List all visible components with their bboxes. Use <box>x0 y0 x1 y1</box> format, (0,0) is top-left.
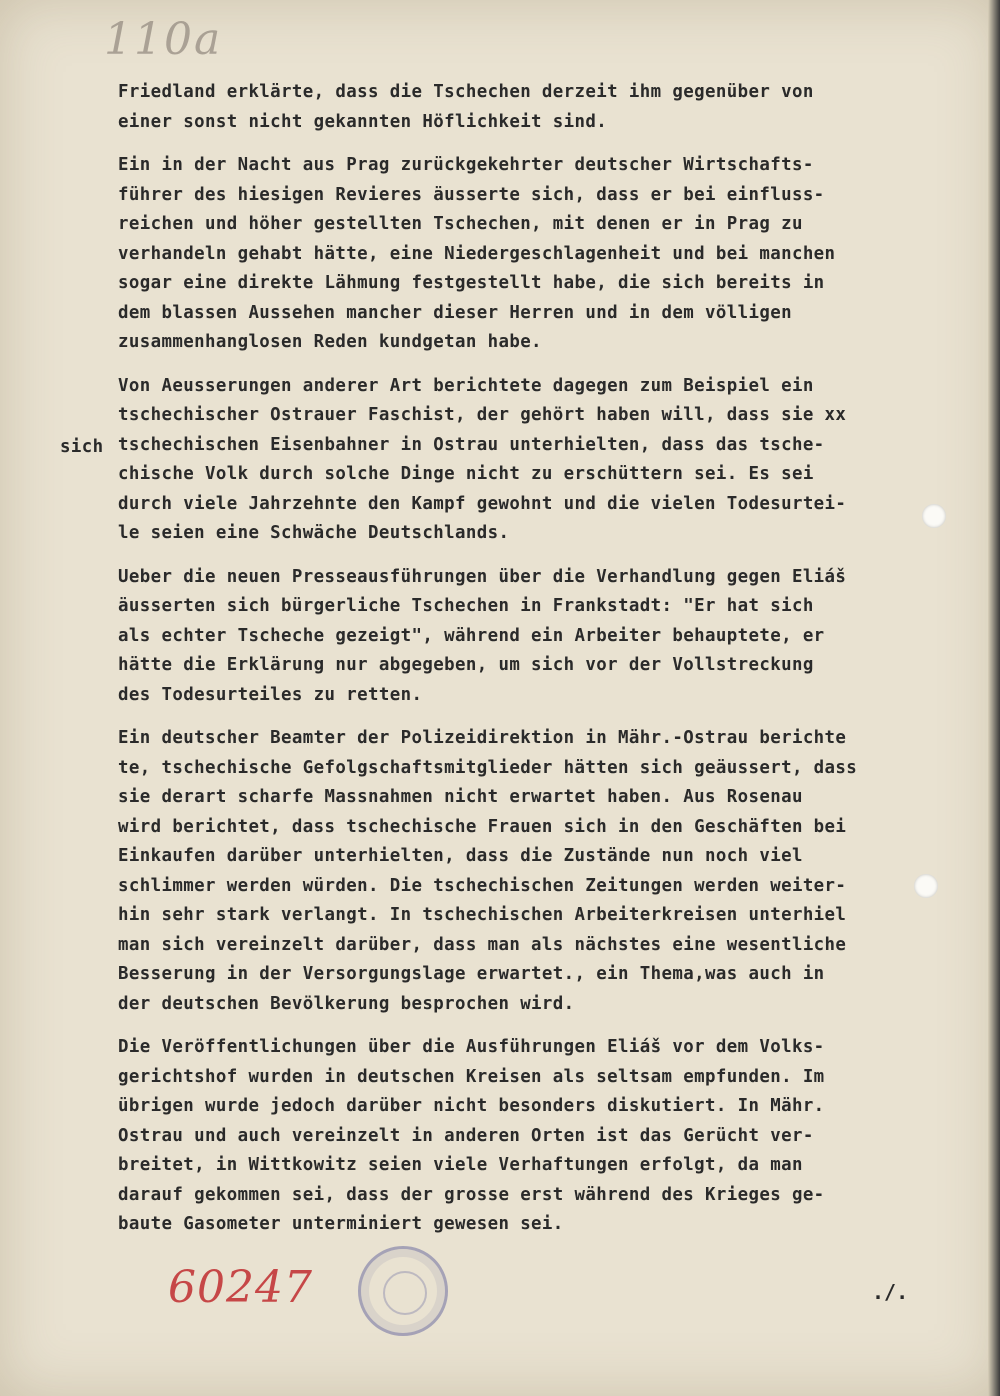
archive-number-annotation: 60247 <box>168 1262 313 1313</box>
text-line: dem blassen Aussehen mancher dieser Herren und in dem völligen <box>118 302 792 323</box>
text-line: Ein deutscher Beamter der Polizeidirektion in Mähr.-Ostrau berichte <box>118 728 847 748</box>
text-line: äusserten sich bürgerliche Tschechen in Frankstadt: "Er hat sich <box>118 596 814 616</box>
text-line: tschechischer Ostrauer Faschist, der gehört haben will, dass sie xx <box>118 405 847 425</box>
page-continuation-mark: ./. <box>872 1280 909 1304</box>
text-line: gerichtshof wurden in deutschen Kreisen als seltsam empfunden. Im <box>118 1066 825 1087</box>
text-line: führer des hiesigen Revieres äusserte sich, dass er bei einfluss- <box>118 184 825 205</box>
typed-body-text <box>118 78 958 1254</box>
text-line: Ostrau und auch vereinzelt in anderen Orten ist das Gerücht ver- <box>118 1125 814 1146</box>
text-line: te, tschechische Gefolgschaftsmitglieder hätten sich geäussert, dass <box>118 757 858 778</box>
archive-stamp-inner-ring <box>383 1271 427 1315</box>
text-line: tschechischen Eisenbahner in Ostrau unterhielten, dass das tsche- <box>118 434 825 455</box>
text-line: hätte die Erklärung nur abgegeben, um sich vor der Vollstreckung <box>118 655 814 675</box>
text-line: le seien eine Schwäche Deutschlands. <box>118 523 510 543</box>
text-line: der deutschen Bevölkerung besprochen wird. <box>118 993 575 1014</box>
text-line: Friedland erklärte, dass die Tschechen derzeit ihm gegenüber von <box>118 82 814 102</box>
text-line: breitet, in Wittkowitz seien viele Verhaftungen erfolgt, da man <box>118 1155 803 1175</box>
text-line: reichen und höher gestellten Tschechen, mit denen er in Prag zu <box>118 214 803 234</box>
text-line: Ueber die neuen Presseausführungen über die Verhandlung gegen Eliáš <box>118 566 847 587</box>
text-line: chische Volk durch solche Dinge nicht zu erschüttern sei. Es sei <box>118 464 814 484</box>
paragraph <box>118 563 958 711</box>
text-line: Ein in der Nacht aus Prag zurückgekehrter deutscher Wirtschafts- <box>118 155 814 175</box>
paragraph <box>118 1033 958 1240</box>
text-line: schlimmer werden würden. Die tschechischen Zeitungen werden weiter- <box>118 875 847 896</box>
text-line: darauf gekommen sei, dass der grosse erst während des Krieges ge- <box>118 1184 825 1205</box>
text-line: übrigen wurde jedoch darüber nicht besonders diskutiert. In Mähr. <box>118 1096 825 1116</box>
margin-insert-annotation: sich <box>60 437 104 457</box>
text-line: verhandeln gehabt hätte, eine Niedergeschlagenheit und bei manchen <box>118 243 836 264</box>
paragraph <box>118 78 958 137</box>
archive-stamp <box>358 1246 448 1336</box>
text-line: baute Gasometer unterminiert gewesen sei. <box>118 1214 564 1234</box>
paragraph <box>118 372 958 549</box>
text-line: Von Aeusserungen anderer Art berichtete dagegen zum Beispiel ein <box>118 375 814 396</box>
text-line: als echter Tscheche gezeigt", während ein Arbeiter behauptete, er <box>118 625 825 646</box>
page-edge <box>988 0 1000 1396</box>
text-line: man sich vereinzelt darüber, dass man als nächstes eine wesentliche <box>118 934 847 955</box>
text-line: des Todesurteiles zu retten. <box>118 684 423 705</box>
text-line: durch viele Jahrzehnte den Kampf gewohnt und die vielen Todesurtei- <box>118 493 847 514</box>
text-line: wird berichtet, dass tschechische Frauen sich in den Geschäften bei <box>118 816 847 837</box>
paragraph <box>118 724 958 1019</box>
text-line: Einkaufen darüber unterhielten, dass die Zustände nun noch viel <box>118 846 803 866</box>
paragraph <box>118 151 958 358</box>
text-line: Die Veröffentlichungen über die Ausführungen Eliáš vor dem Volks- <box>118 1037 825 1057</box>
text-line: Besserung in der Versorgungslage erwartet., ein Thema,was auch in <box>118 964 825 984</box>
text-line: sie derart scharfe Massnahmen nicht erwartet haben. Aus Rosenau <box>118 787 803 807</box>
folio-number-annotation: 110a <box>104 14 223 65</box>
text-line: einer sonst nicht gekannten Höflichkeit sind. <box>118 111 608 132</box>
text-line: zusammenhanglosen Reden kundgetan habe. <box>118 332 542 352</box>
text-line: sogar eine direkte Lähmung festgestellt habe, die sich bereits in <box>118 273 825 293</box>
text-line: hin sehr stark verlangt. In tschechischen Arbeiterkreisen unterhiel <box>118 905 847 925</box>
